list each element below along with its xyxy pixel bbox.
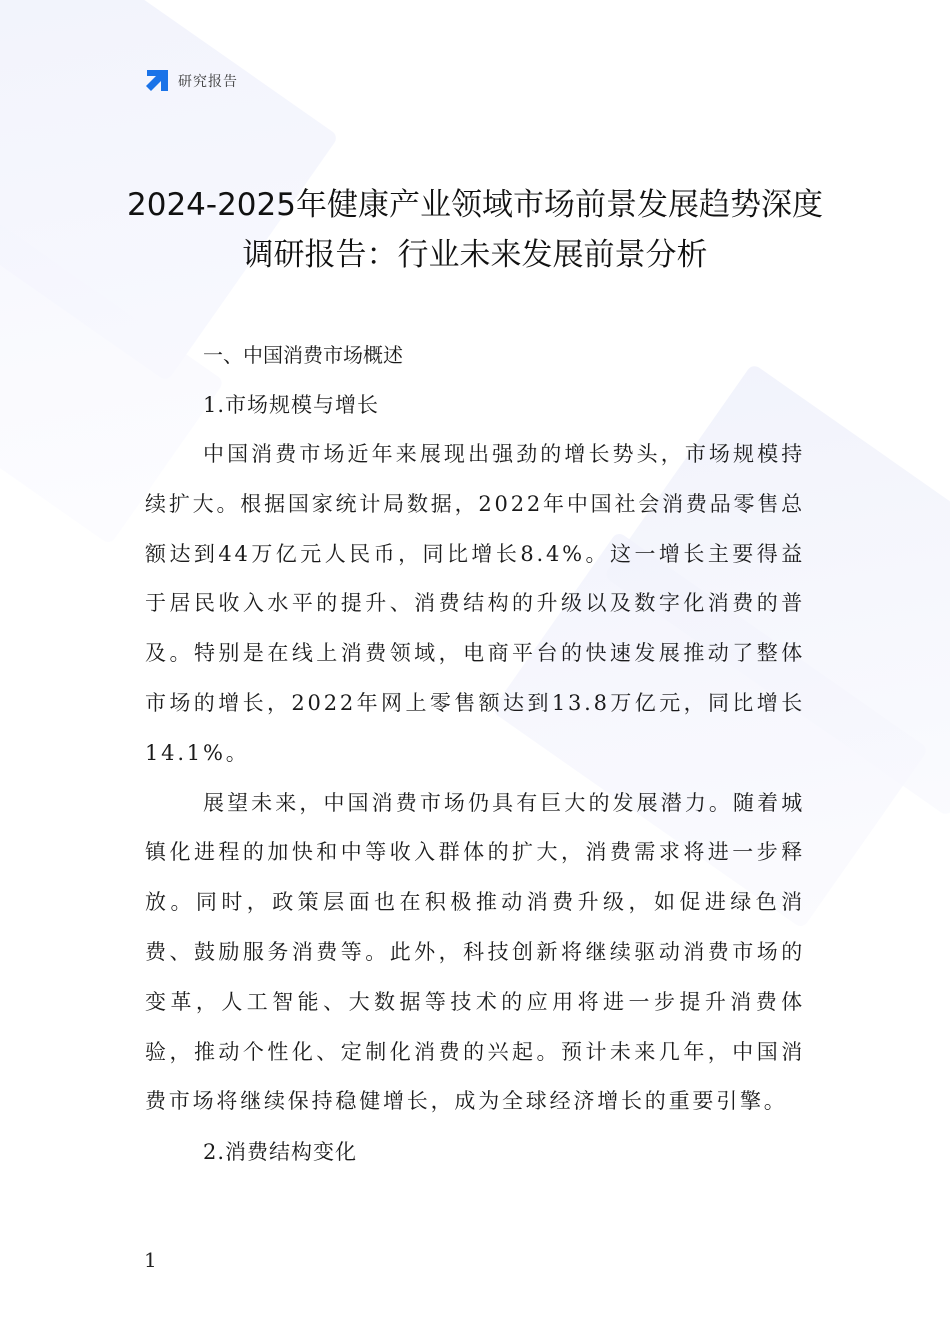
document-body: [145, 330, 805, 1177]
subsection-heading: 2.消费结构变化: [203, 1140, 358, 1165]
report-title: 2024-2025年健康产业领域市场前景发展趋势深度调研报告：行业未来发展前景分析: [127, 187, 823, 273]
page-header: [144, 68, 238, 94]
section-heading: 一、中国消费市场概述: [203, 343, 403, 367]
paragraph: 展望未来，中国消费市场仍具有巨大的发展潜力。随着城镇化进程的加快和中等收入群体的扩大，消费需求将进一步释放。同时，政策层面也在积极推动消费升级，如促进绿色消费、鼓励服务消费等。此外，科技创新将继续驱动消费市场的变革，人工智能、大数据等技术的应用将进一步提升消费体验，推动个性化、定制化消费的兴起。预计未来几年，中国消费市场将继续保持稳健增长，成为全球经济增长的重要引擎。: [145, 790, 805, 1114]
paragraph: 中国消费市场近年来展现出强劲的增长势头，市场规模持续扩大。根据国家统计局数据，2022年中国社会消费品零售总额达到44万亿元人民币，同比增长8.4%。这一增长主要得益于居民收入水平的提升、消费结构的升级以及数字化消费的普及。特别是在线上消费领域，电商平台的快速发展推动了整体市场的增长，2022年网上零售额达到13.8万亿元，同比增长14.1%。: [145, 442, 805, 765]
page-number: 1: [144, 1248, 157, 1272]
subsection-heading: 1.市场规模与增长: [203, 393, 380, 417]
arrow-logo-icon: [144, 68, 170, 94]
header-label: 研究报告: [178, 74, 238, 90]
